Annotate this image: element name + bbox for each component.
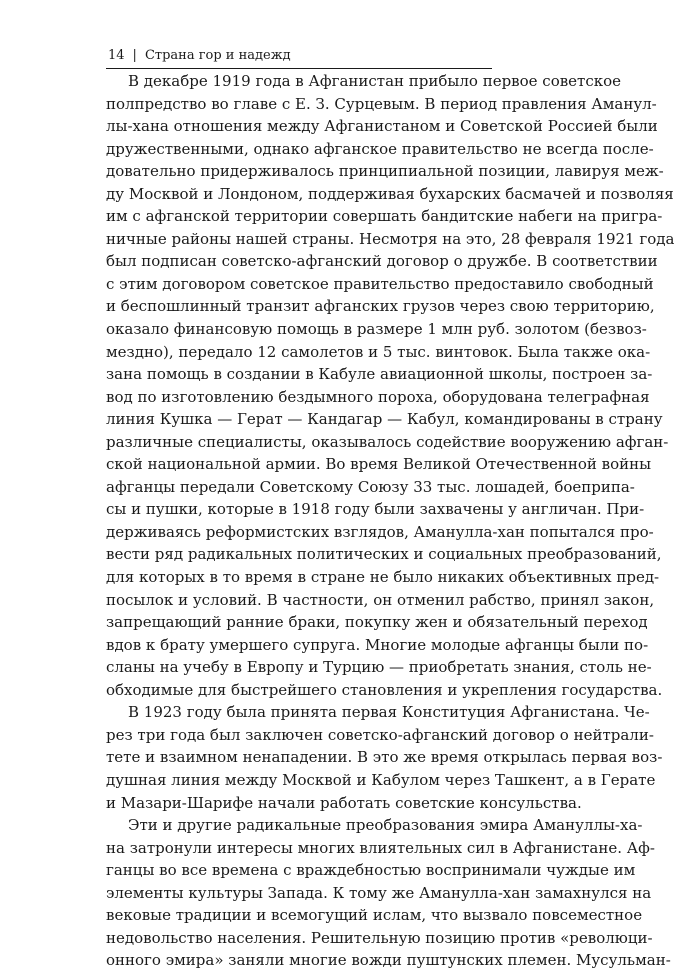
text-line: для которых в то время в стране не было никаких объективных пред- <box>106 568 660 587</box>
text-line: мездно), передало 12 самолетов и 5 тыс. винтовок. Была также ока- <box>106 342 651 361</box>
text-line: ганцы во все времена с враждебностью воспринимали чуждые им <box>106 861 636 880</box>
text-line: В декабре 1919 года в Афганистан прибыло первое советское <box>128 72 622 90</box>
text-line: и Мазари-Шарифе начали работать советские консульства. <box>106 793 582 812</box>
text-line: на затронули интересы многих влиятельных сил в Афганистане. Аф- <box>106 838 655 857</box>
text-line: элементы культуры Запада. К тому же Аманулла-хан замахнулся на <box>106 883 652 902</box>
text-line: вести ряд радикальных политических и социальных преобразований, <box>106 545 662 564</box>
paragraph <box>106 70 674 701</box>
text-line: вдов к брату умершего супруга. Многие молодые афганцы были по- <box>106 635 649 654</box>
text-line: посылок и условий. В частности, он отменил рабство, принял закон, <box>106 590 655 609</box>
text-line: им с афганской территории совершать бандитские набеги на пригра- <box>106 207 663 226</box>
text-line: душная линия между Москвой и Кабулом через Ташкент, а в Герате <box>106 770 656 789</box>
text-line: онного эмира» заняли многие вожди пуштунских племен. Мусульман- <box>106 951 671 970</box>
text-line: сланы на учебу в Европу и Турцию — приобретать знания, столь не- <box>106 658 652 677</box>
text-line: различные специалисты, оказывалось содействие вооружению афган- <box>106 432 669 451</box>
text-line: вековые традиции и всемогущий ислам, что вызвало повсеместное <box>106 906 643 925</box>
text-line: ской национальной армии. Во время Великой Отечественной войны <box>106 455 652 474</box>
text-line: запрещающий ранние браки, покупку жен и обязательный переход <box>106 613 648 632</box>
text-line: дружественными, однако афганское правительство не всегда после- <box>106 139 654 158</box>
text-line: сы и пушки, которые в 1918 году были захвачены у англичан. При- <box>106 500 645 519</box>
text-line: держиваясь реформистских взглядов, Аманулла-хан попытался про- <box>106 522 654 541</box>
text-line: вод по изготовлению бездымного пороха, оборудована телеграфная <box>106 387 650 406</box>
text-line: Эти и другие радикальные преобразования эмира Амануллы-ха- <box>128 816 643 835</box>
text-line: и беспошлинный транзит афганских грузов через свою территорию, <box>106 297 655 316</box>
text-line: афганцы передали Советскому Союзу 33 тыс. лошадей, боеприпа- <box>106 477 635 496</box>
text-line: недовольство населения. Решительную позицию против «революци- <box>106 928 653 947</box>
text-line: обходимые для быстрейшего становления и укрепления государства. <box>106 680 663 699</box>
text-line: тете и взаимном ненападении. В это же время открылась первая воз- <box>106 748 663 767</box>
text-line: линия Кушка — Герат — Кандагар — Кабул, командированы в страну <box>106 410 663 429</box>
text-line: был подписан советско-афганский договор о дружбе. В соответствии <box>106 252 658 271</box>
text-line: с этим договором советское правительство предоставило свободный <box>106 274 654 293</box>
text-line: В 1923 году была принята первая Конституция Афганистана. Че- <box>128 703 650 722</box>
paragraph <box>106 701 663 814</box>
header-rule <box>106 68 492 69</box>
text-line: зана помощь в создании в Кабуле авиационной школы, построен за- <box>106 365 653 384</box>
running-title: Страна гор и надежд <box>144 48 291 63</box>
text-line: рез три года был заключен советско-афганский договор о нейтрали- <box>106 725 654 744</box>
text-line: ничные районы нашей страны. Несмотря на это, 28 февраля 1921 года <box>106 229 674 248</box>
running-header <box>108 48 291 64</box>
text-line: лы-хана отношения между Афганистаном и Советской Россией были <box>106 117 658 136</box>
text-line: ду Москвой и Лондоном, поддерживая бухарских басмачей и позволяя <box>106 184 674 203</box>
text-line: оказало финансовую помощь в размере 1 млн руб. золотом (безвоз- <box>106 320 647 339</box>
text-line: довательно придерживалось принципиальной позиции, лавируя меж- <box>106 162 664 181</box>
text-line: полпредство во главе с Е. З. Сурцевым. В период правления Аманул- <box>106 94 657 113</box>
header-separator: | <box>132 48 137 63</box>
page-number: 14 <box>108 48 125 63</box>
body-text <box>106 70 674 972</box>
paragraph <box>106 814 671 972</box>
